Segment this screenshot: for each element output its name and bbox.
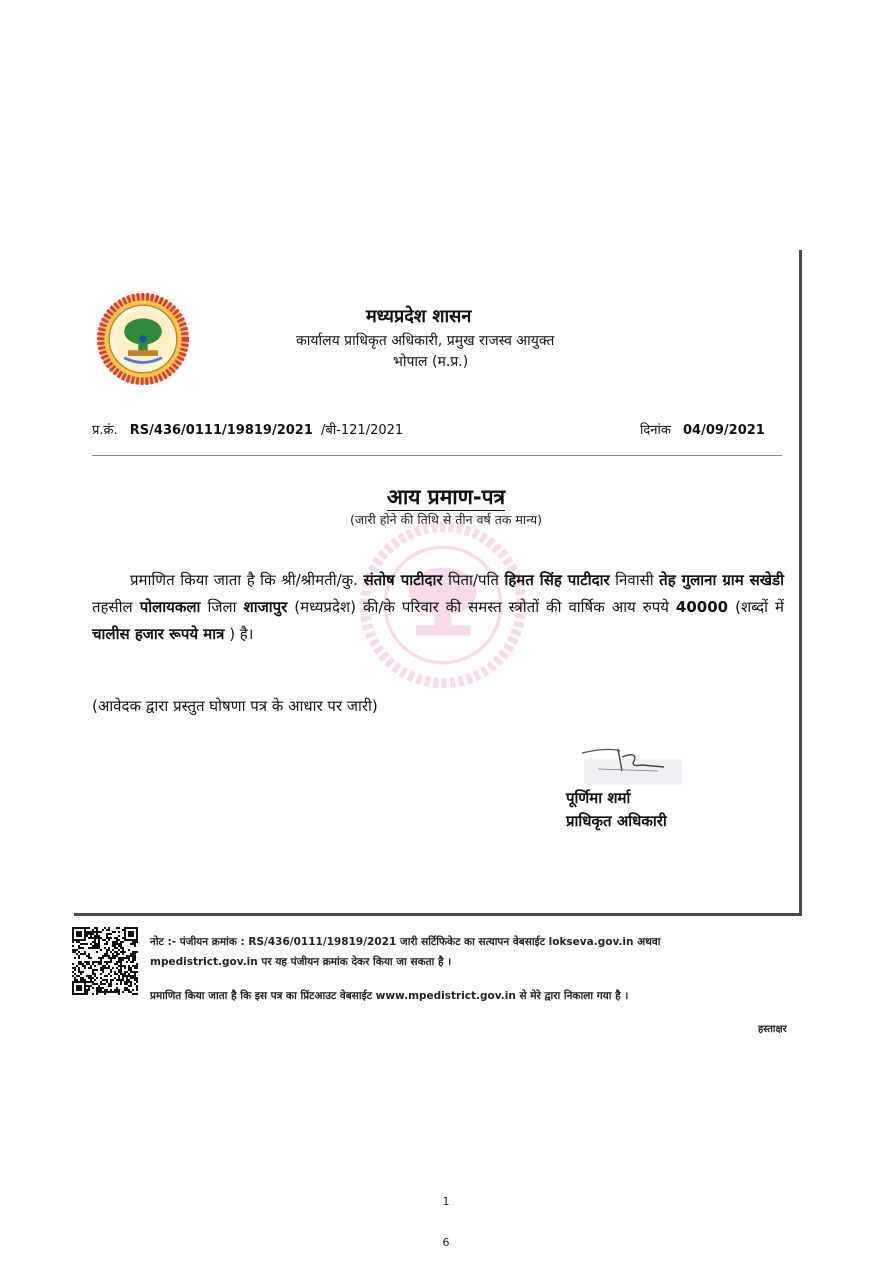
issue-basis-note: (आवेदक द्वारा प्रस्तुत घोषणा पत्र के आधार पर जारी) bbox=[92, 697, 378, 715]
income-amount: 40000 bbox=[675, 598, 729, 616]
officer-block bbox=[566, 787, 667, 833]
address: तेह गुलाना ग्राम सखेडी bbox=[659, 571, 784, 589]
ref-suffix: /बी-121/2021 bbox=[321, 423, 404, 438]
footer-note-line-3: प्रमाणित किया जाता है कि इस पत्र का प्रिंटआउट वेबसाईट www.mpedistrict.gov.in से मेरे द्वारा निकाला गया है । bbox=[150, 990, 629, 1002]
government-title: मध्यप्रदेश शासन bbox=[366, 306, 472, 327]
office-name: कार्यालय प्राधिकृत अधिकारी, प्रमुख राजस्व आयुक्त bbox=[296, 333, 555, 349]
officer-name: पूर्णिमा शर्मा bbox=[566, 789, 631, 807]
header-divider bbox=[92, 455, 782, 456]
certificate-title: आय प्रमाण-पत्र bbox=[386, 485, 506, 509]
frame-border-bottom bbox=[74, 913, 802, 916]
date-label: दिनांक bbox=[640, 423, 671, 438]
footer-note-line-2: mpedistrict.gov.in पर यह पंजीयन क्रमांक देकर किया जा सकता है । bbox=[150, 956, 452, 968]
officer-signature bbox=[578, 745, 682, 785]
signature-label: हस्ताक्षर bbox=[758, 1024, 787, 1035]
office-city: भोपाल (म.प्र.) bbox=[393, 354, 469, 370]
certificate-body: प्रमाणित किया जाता है कि श्री/श्रीमती/कु. संतोष पाटीदार पिता/पति हिमत सिंह पाटीदार निवासी तेह गुलाना ग्राम सखेडी तहसील पोलायकला जिला शाजापुर (मध्यप्रदेश) की/के परिवार की समस्त स्त्रोतों की वार्षिक आय रुपये 40000 (शब्दों में चालीस हजार रूपये मात्र ) है। bbox=[92, 571, 784, 643]
sheet-number: 6 bbox=[442, 1236, 450, 1249]
verification-qr-code bbox=[72, 927, 138, 995]
date-value: 04/09/2021 bbox=[682, 423, 765, 438]
officer-designation: प्राधिकृत अधिकारी bbox=[566, 812, 667, 830]
applicant-name: संतोष पाटीदार bbox=[363, 571, 443, 589]
reference-line bbox=[92, 420, 403, 438]
page-number: 1 bbox=[442, 1195, 450, 1208]
footer-note-line-1: नोट :- पंजीयन क्रमांक : RS/436/0111/19819/2021 जारी सर्टिफिकेट का सत्यापन वेबसाईट lokseva.gov.in अथवा bbox=[150, 936, 661, 948]
frame-border-right bbox=[799, 250, 802, 916]
income-in-words: चालीस हजार रूपये मात्र bbox=[92, 625, 225, 643]
mp-government-emblem bbox=[96, 292, 190, 386]
date-line bbox=[640, 420, 765, 438]
ref-number: RS/436/0111/19819/2021 bbox=[129, 423, 313, 438]
district: शाजापुर bbox=[243, 598, 288, 616]
tehsil: पोलायकला bbox=[139, 598, 201, 616]
ref-label: प्र.क्रं. bbox=[92, 423, 118, 438]
validity-note: (जारी होने की तिथि से तीन वर्ष तक मान्य) bbox=[350, 512, 542, 527]
father-name: हिमत सिंह पाटीदार bbox=[504, 571, 610, 589]
